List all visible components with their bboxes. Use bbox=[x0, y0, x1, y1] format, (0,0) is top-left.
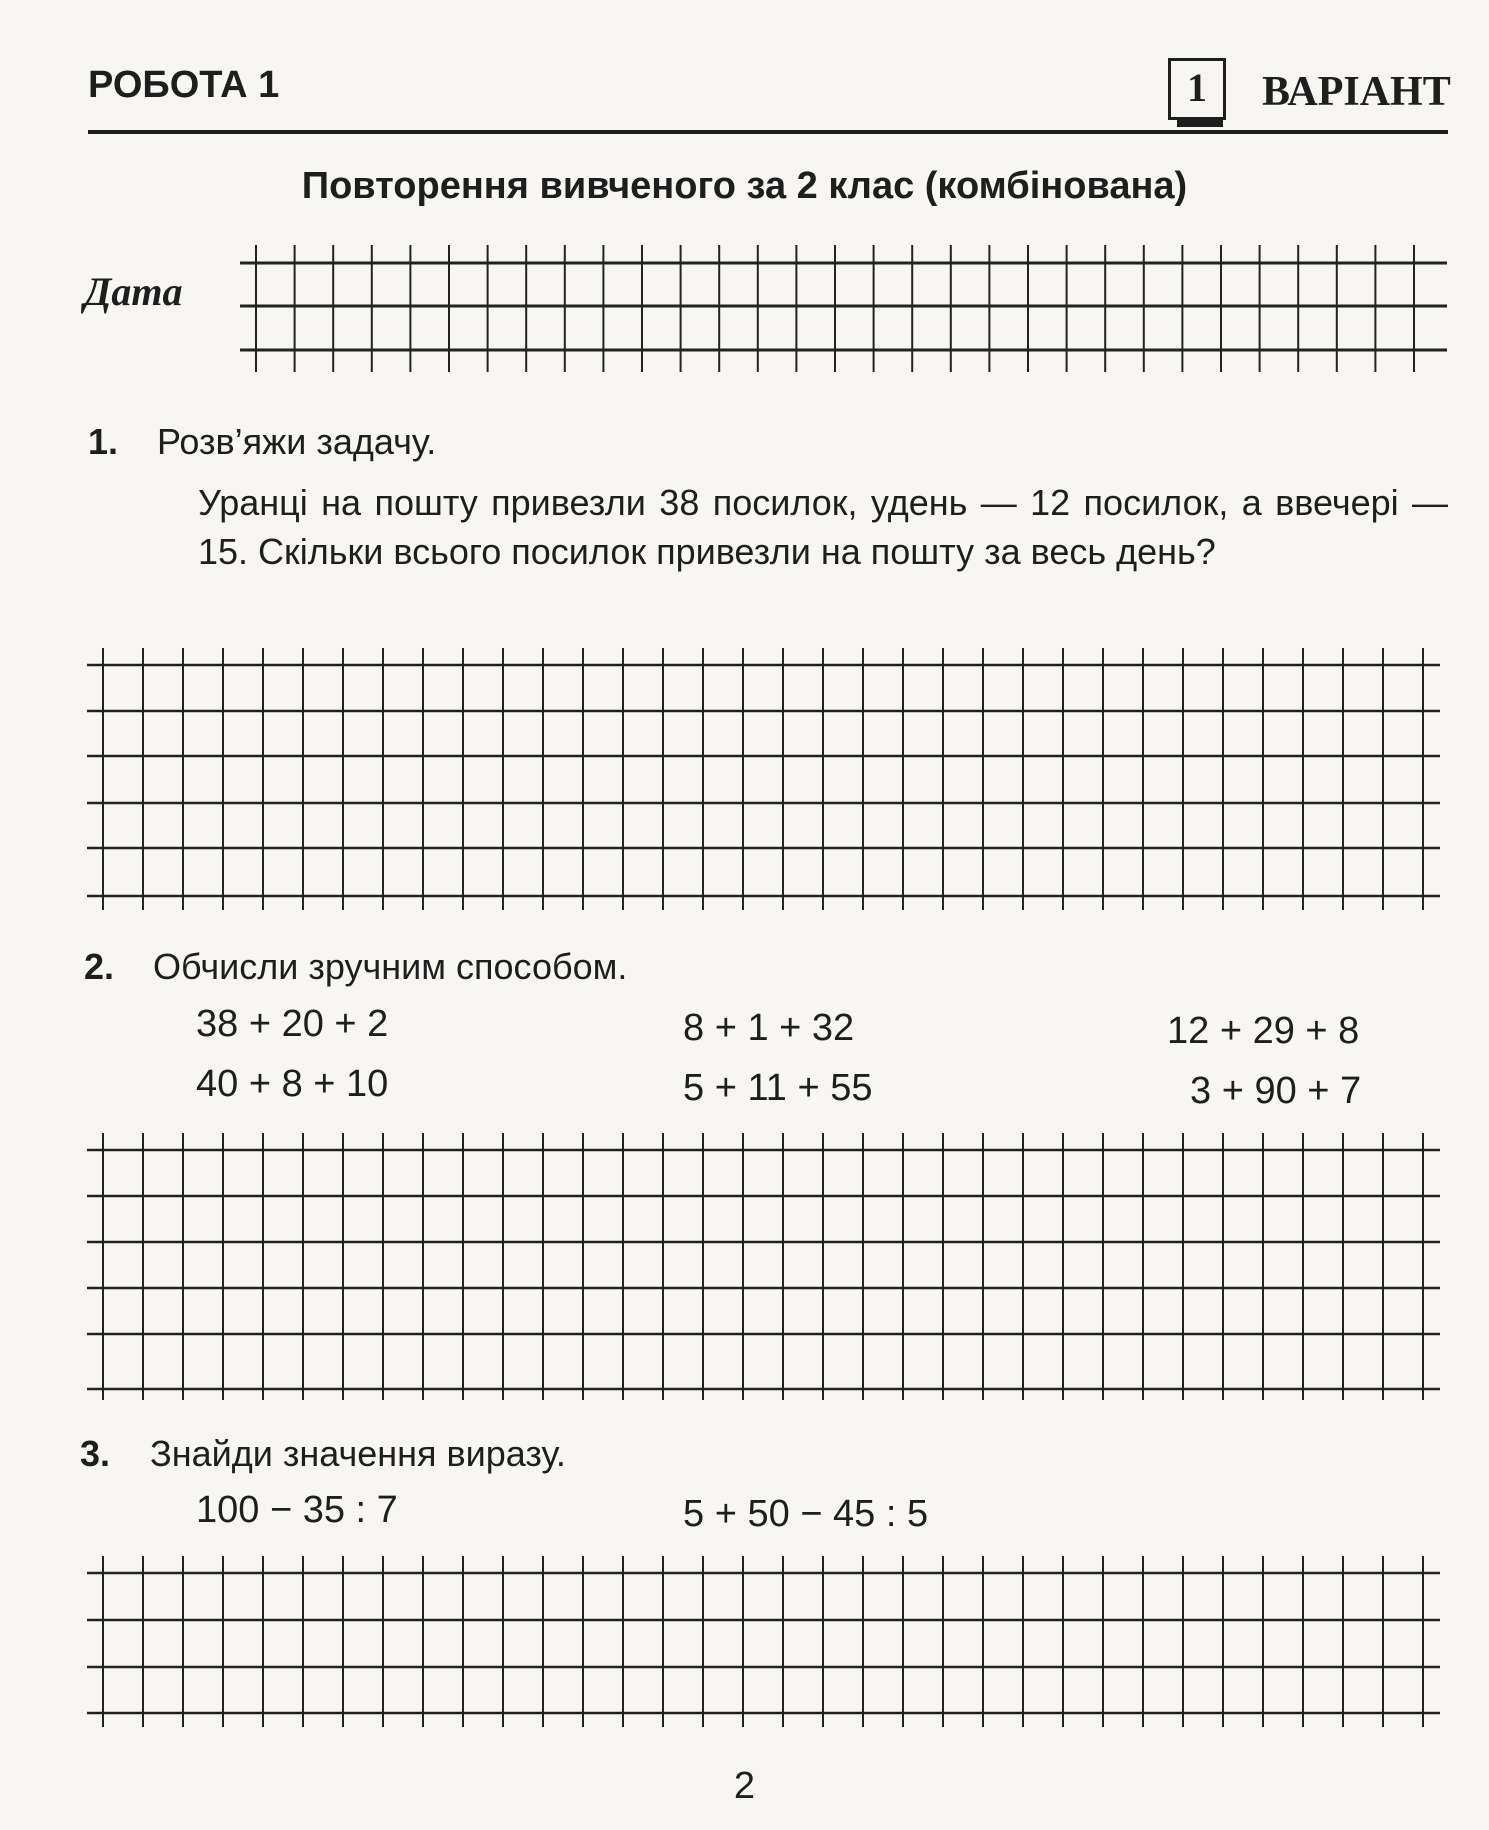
task-1-number: 1. bbox=[88, 421, 119, 462]
expression: 38 + 20 + 2 bbox=[196, 1003, 389, 1045]
expression: 5 + 11 + 55 bbox=[683, 1067, 873, 1109]
date-grid bbox=[240, 245, 1447, 372]
task-1-instruction: Розв’яжи задачу. bbox=[157, 421, 437, 462]
expression: 40 + 8 + 10 bbox=[196, 1063, 389, 1105]
task-2-instruction: Обчисли зручним способом. bbox=[153, 946, 628, 987]
expression: 3 + 90 + 7 bbox=[1190, 1070, 1362, 1112]
variant-number: 1 bbox=[1168, 58, 1226, 120]
variant-label: ВАРІАНТ bbox=[1262, 69, 1451, 115]
work-title: РОБОТА 1 bbox=[88, 64, 280, 106]
expression: 5 + 50 − 45 : 5 bbox=[683, 1493, 929, 1535]
task-1-text: Уранці на пошту привезли 38 посилок, удень — 12 посилок, а ввечері — 15. Скільки всього посилок привезли на пошту за весь день? bbox=[198, 482, 1448, 572]
expression: 100 − 35 : 7 bbox=[196, 1489, 398, 1531]
expression: 12 + 29 + 8 bbox=[1167, 1010, 1360, 1052]
task-1-grid bbox=[87, 648, 1440, 910]
task-3-grid bbox=[87, 1556, 1440, 1727]
task-2-grid bbox=[87, 1133, 1440, 1400]
task-3-instruction: Знайди значення виразу. bbox=[150, 1433, 566, 1474]
expression: 8 + 1 + 32 bbox=[683, 1007, 855, 1049]
subtitle: Повторення вивченого за 2 клас (комбінована) bbox=[301, 165, 1188, 207]
date-label: Дата bbox=[84, 269, 183, 314]
task-2-number: 2. bbox=[84, 946, 115, 987]
page-number: 2 bbox=[733, 1765, 756, 1807]
task-3-number: 3. bbox=[80, 1433, 111, 1474]
